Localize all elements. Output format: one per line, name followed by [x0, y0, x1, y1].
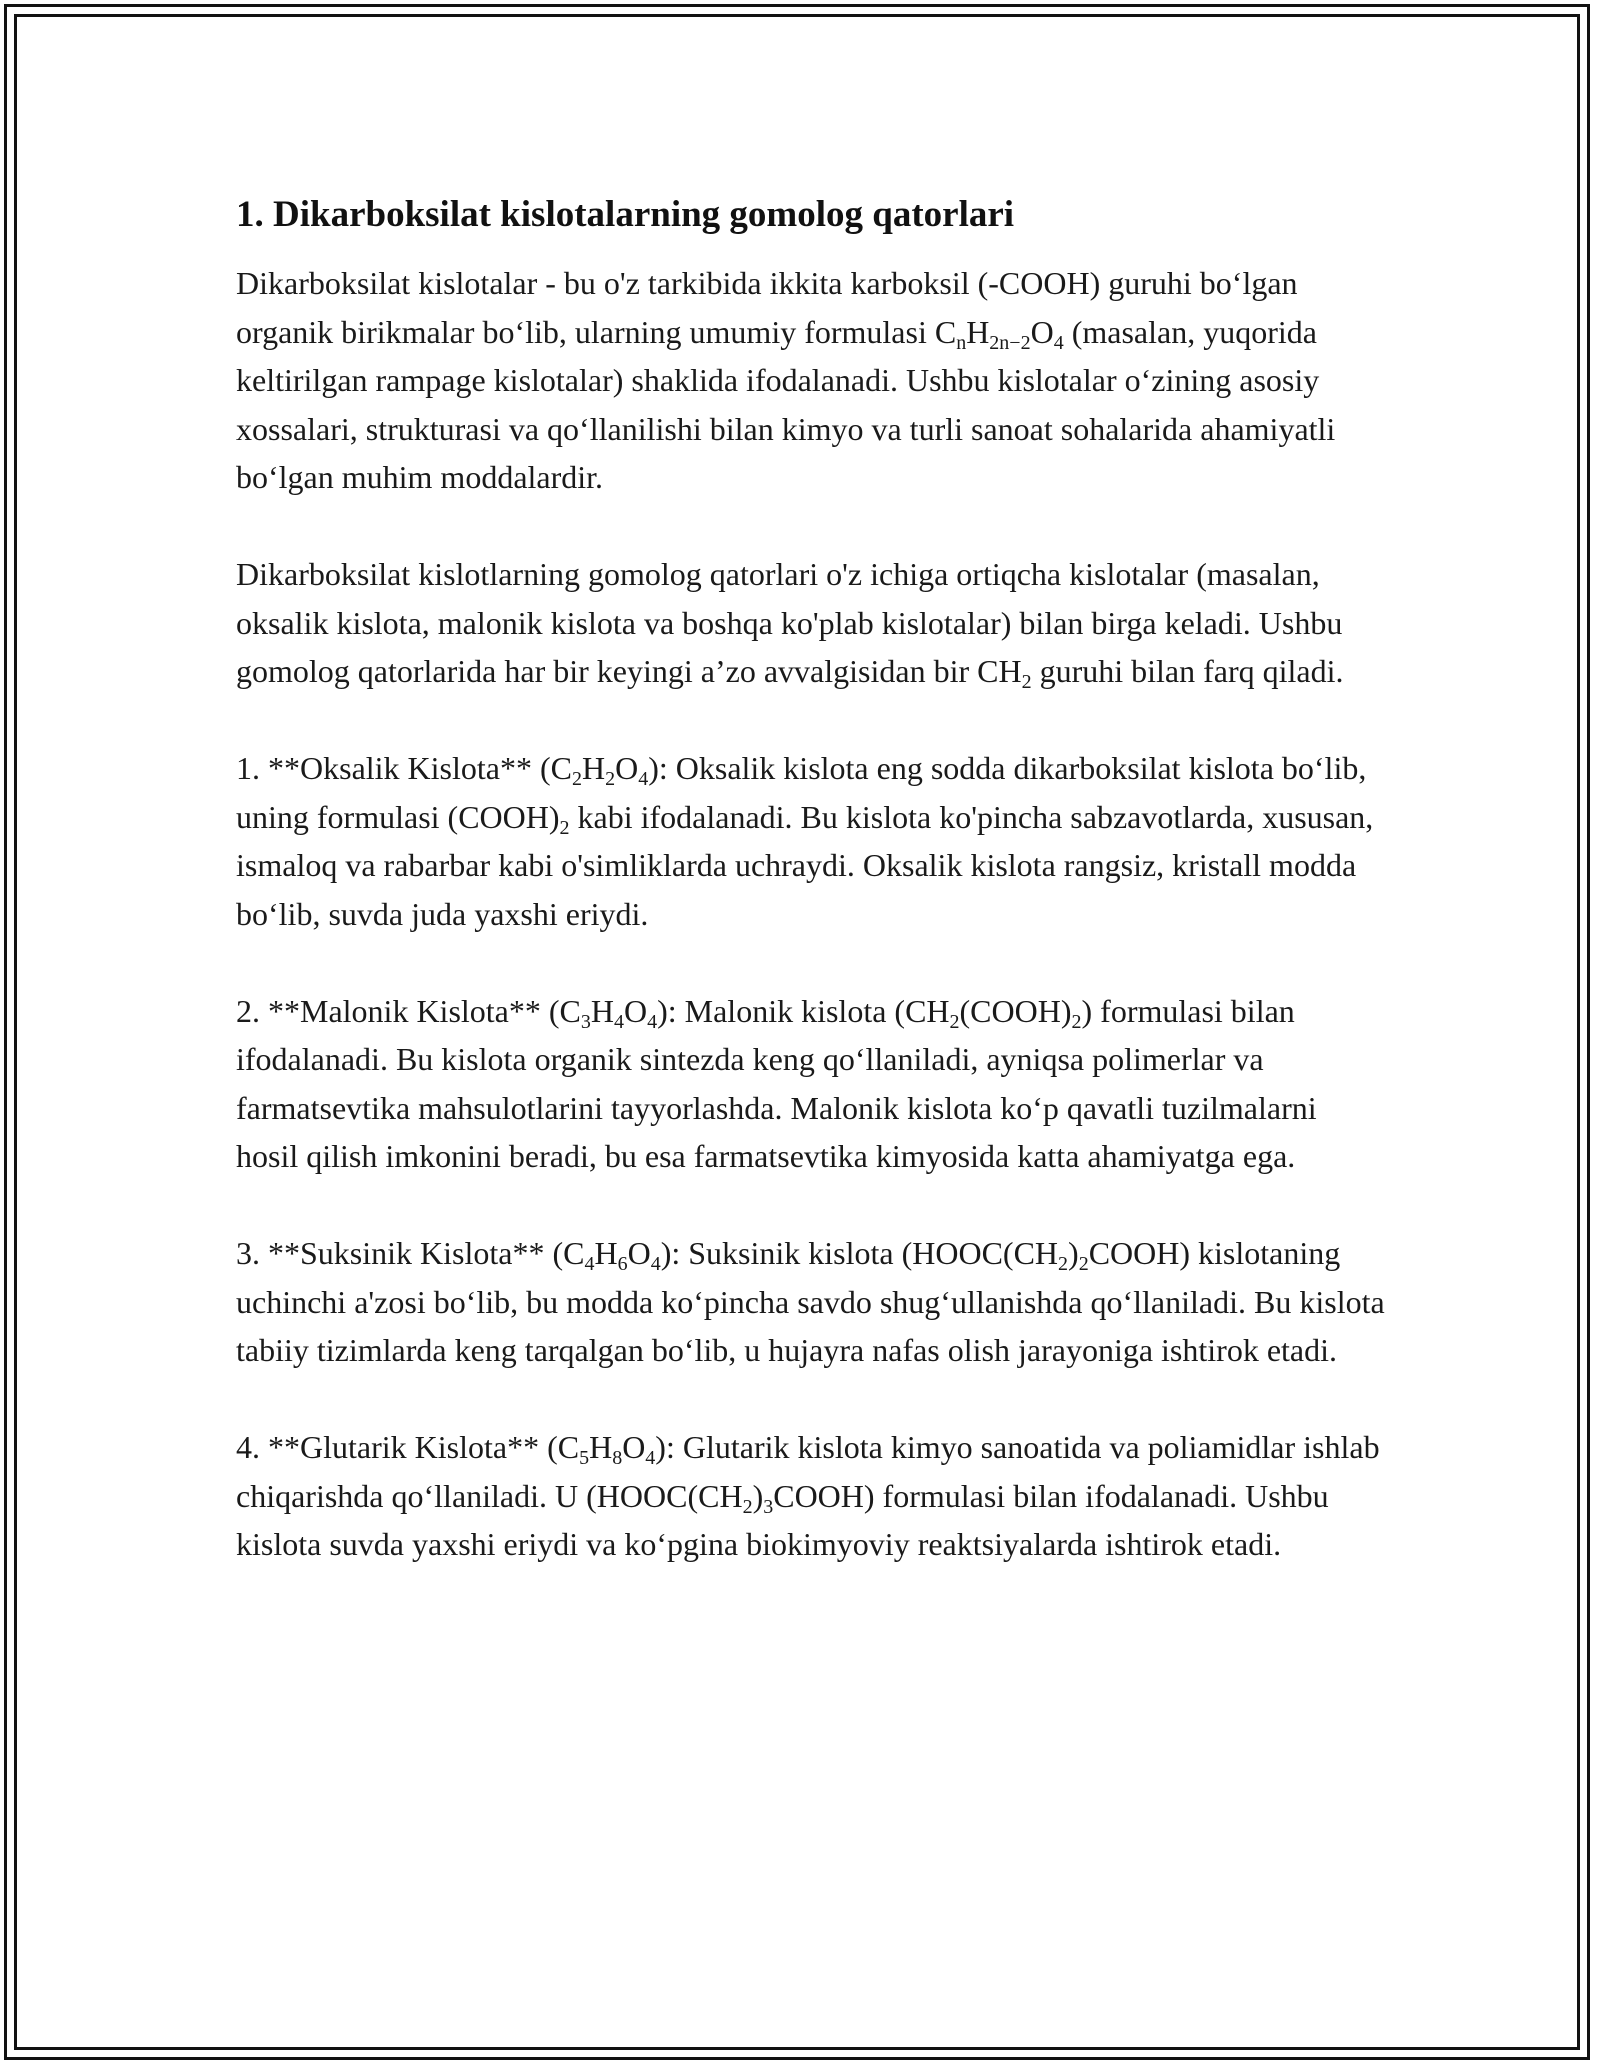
glutaric-acid-paragraph: 4. **Glutarik Kislota** $(C_5H_8O_4)$: Glutarik kislota kimyo sanoatida va poliamidlar ishlab chiqarishda qo‘llaniladi. U $(HOOC(CH_2)_3COOH)$ formulasi bilan ifodalanadi. Ushbu kislota suvda yaxshi eriydi va ko‘pgina biokimyoviy reaktsiyalarda ishtirok etadi.	[236, 1429, 1380, 1562]
intro-paragraph: Dikarboksilat kislotalar - bu o'z tarkibida ikkita karboksil (-COOH) guruhi bo‘lgan organik birikmalar bo‘lib, ularning umumiy formulasi $C_nH_{2n-2}O_4$ (masalan, yuqorida keltirilgan rampage kislotalar) shaklida ifodalanadi. Ushbu kislotalar o‘zining asosiy xossalari, strukturasi va qo‘llanilishi bilan kimyo va turli sanoat sohalarida ahamiyatli bo‘lgan muhim moddalardir.	[236, 265, 1336, 495]
section-heading: 1. Dikarboksilat kislotalarning gomolog qatorlari	[236, 194, 1015, 235]
document-body	[236, 185, 1386, 1617]
homolog-series-paragraph: Dikarboksilat kislotlarning gomolog qatorlari o'z ichiga ortiqcha kislotalar (masalan, oksalik kislota, malonik kislota va boshqa ko'plab kislotalar) bilan birga keladi. Ushbu gomolog qatorlarida har bir keyingi a’zo avvalgisidan bir $CH_2$ guruhi bilan farq qiladi.	[236, 556, 1344, 693]
succinic-acid-paragraph: 3. **Suksinik Kislota** $(C_4H_6O_4)$: Suksinik kislota $(HOOC(CH_2)_2COOH)$ kislotaning uchinchi a'zosi bo‘lib, bu modda ko‘pincha savdo shug‘ullanishda qo‘llaniladi. Bu kislota tabiiy tizimlarda keng tarqalgan bo‘lib, u hujayra nafas olish jarayoniga ishtirok etadi.	[236, 1235, 1385, 1368]
malonic-acid-paragraph: 2. **Malonik Kislota** $(C_3H_4O_4)$: Malonik kislota $(CH_2(COOH)_2)$ formulasi bilan ifodalanadi. Bu kislota organik sintezda keng qo‘llaniladi, ayniqsa polimerlar va farmatsevtika mahsulotlarini tayyorlashda. Malonik kislota ko‘p qavatli tuzilmalarni hosil qilish imkonini beradi, bu esa farmatsevtika kimyosida katta ahamiyatga ega.	[236, 992, 1317, 1174]
oxalic-acid-paragraph: 1. **Oksalik Kislota** $(C_2H_2O_4)$: Oksalik kislota eng sodda dikarboksilat kislota bo‘lib, uning formulasi $(COOH)_2$ kabi ifodalanadi. Bu kislota ko'pincha sabzavotlarda, xususan, ismaloq va rabarbar kabi o'simliklarda uchraydi. Oksalik kislota rangsiz, kristall modda bo‘lib, suvda juda yaxshi eriydi.	[236, 750, 1374, 932]
